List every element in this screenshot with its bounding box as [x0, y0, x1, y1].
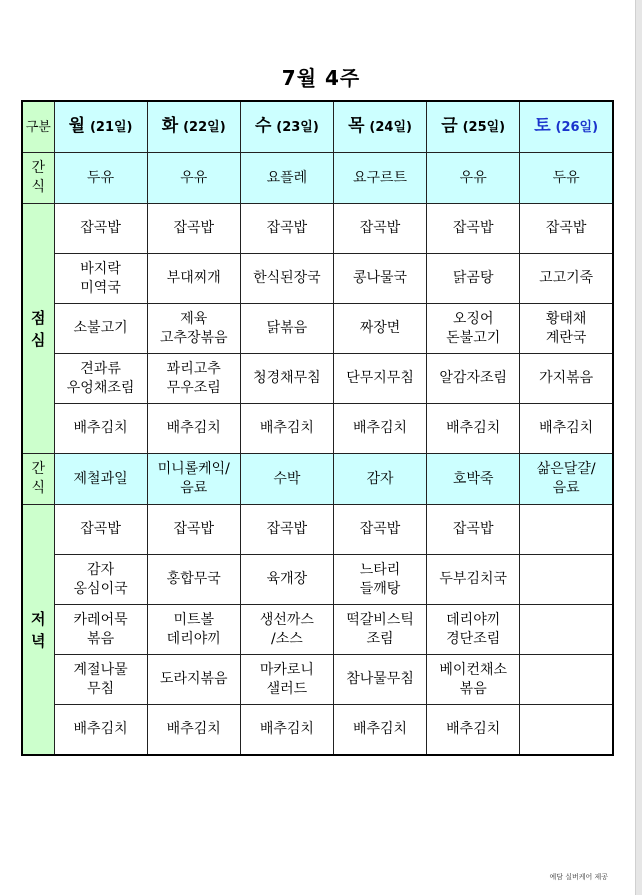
menu-cell: 미니롤케익/ 음료	[147, 454, 240, 505]
morning-snack-label: 간식	[22, 153, 54, 204]
menu-cell: 제철과일	[54, 454, 147, 505]
menu-cell: 잡곡밥	[147, 204, 240, 254]
menu-cell: 잡곡밥	[240, 505, 333, 555]
day-header-sat	[520, 101, 613, 153]
menu-cell	[520, 605, 613, 655]
menu-cell: 소불고기	[54, 304, 147, 354]
menu-cell: 닭곰탕	[427, 254, 520, 304]
menu-cell: 잡곡밥	[54, 505, 147, 555]
menu-cell: 배추김치	[333, 705, 426, 756]
day-header-fri	[427, 101, 520, 153]
menu-cell: 잡곡밥	[333, 505, 426, 555]
menu-cell: 미트볼 데리야끼	[147, 605, 240, 655]
afternoon-snack-row	[22, 454, 613, 505]
menu-cell	[520, 505, 613, 555]
page-edge	[635, 0, 642, 895]
day-date: (23일)	[276, 120, 319, 135]
dinner-row	[22, 605, 613, 655]
menu-cell: 두부김치국	[427, 555, 520, 605]
menu-cell: 배추김치	[54, 705, 147, 756]
menu-cell	[520, 555, 613, 605]
day-name: 화	[161, 116, 179, 136]
menu-cell: 감자 옹심이국	[54, 555, 147, 605]
dinner-row	[22, 505, 613, 555]
category-header: 구분	[22, 101, 54, 153]
day-date: (22일)	[183, 120, 226, 135]
page-title: 7월 4주	[281, 66, 361, 90]
menu-cell: 우유	[427, 153, 520, 204]
menu-cell: 육개장	[240, 555, 333, 605]
menu-cell: 생선까스 /소스	[240, 605, 333, 655]
menu-cell: 배추김치	[427, 705, 520, 756]
menu-cell: 가지볶음	[520, 354, 613, 404]
menu-cell: 배추김치	[240, 705, 333, 756]
menu-cell: 마카로니 샐러드	[240, 655, 333, 705]
day-header-thu	[333, 101, 426, 153]
afternoon-snack-label: 간식	[22, 454, 54, 505]
menu-cell: 삶은달걀/ 음료	[520, 454, 613, 505]
menu-cell: 수박	[240, 454, 333, 505]
day-date: (25일)	[462, 120, 506, 135]
day-header-tue	[147, 101, 240, 153]
menu-cell: 콩나물국	[333, 254, 426, 304]
menu-cell: 두유	[54, 153, 147, 204]
menu-cell: 홍합무국	[147, 555, 240, 605]
footer-credit: 예담 실버케어 제공	[549, 873, 608, 881]
lunch-row	[22, 304, 613, 354]
lunch-row	[22, 254, 613, 304]
menu-cell: 데리야끼 경단조림	[427, 605, 520, 655]
menu-cell: 잡곡밥	[520, 204, 613, 254]
menu-cell: 알감자조림	[427, 354, 520, 404]
day-name: 월	[68, 116, 86, 136]
lunch-row	[22, 204, 613, 254]
menu-cell: 바지락 미역국	[54, 254, 147, 304]
menu-cell: 떡갈비스틱 조림	[333, 605, 426, 655]
day-header-wed	[240, 101, 333, 153]
menu-cell: 배추김치	[147, 705, 240, 756]
lunch-row	[22, 404, 613, 454]
dinner-row	[22, 655, 613, 705]
menu-cell: 배추김치	[54, 404, 147, 454]
dinner-label: 저 녁	[22, 505, 54, 756]
menu-cell: 견과류 우엉채조림	[54, 354, 147, 404]
meal-plan-table	[21, 100, 614, 756]
menu-cell: 잡곡밥	[333, 204, 426, 254]
day-date: (24일)	[369, 120, 412, 135]
menu-cell	[520, 655, 613, 705]
menu-cell: 우유	[147, 153, 240, 204]
menu-cell: 제육 고추장볶음	[147, 304, 240, 354]
menu-cell: 단무지무침	[333, 354, 426, 404]
menu-cell: 닭볶음	[240, 304, 333, 354]
menu-cell: 짜장면	[333, 304, 426, 354]
menu-cell: 부대찌개	[147, 254, 240, 304]
menu-cell: 잡곡밥	[427, 204, 520, 254]
dinner-row	[22, 705, 613, 756]
menu-cell: 배추김치	[147, 404, 240, 454]
dinner-row	[22, 555, 613, 605]
menu-cell: 베이컨채소 볶음	[427, 655, 520, 705]
menu-cell: 한식된장국	[240, 254, 333, 304]
day-name: 수	[254, 116, 272, 136]
menu-cell: 배추김치	[427, 404, 520, 454]
menu-cell: 배추김치	[240, 404, 333, 454]
header-row	[22, 101, 613, 153]
menu-cell	[520, 705, 613, 756]
menu-cell: 요플레	[240, 153, 333, 204]
day-date: (26일)	[555, 120, 599, 135]
menu-cell: 청경채무침	[240, 354, 333, 404]
menu-cell: 카레어묵 볶음	[54, 605, 147, 655]
morning-snack-row	[22, 153, 613, 204]
menu-cell: 잡곡밥	[147, 505, 240, 555]
menu-cell: 꽈리고추 무우조림	[147, 354, 240, 404]
day-header-mon	[54, 101, 147, 153]
menu-cell: 배추김치	[520, 404, 613, 454]
menu-cell: 고고기죽	[520, 254, 613, 304]
menu-cell: 도라지볶음	[147, 655, 240, 705]
day-name: 금	[441, 116, 458, 136]
menu-cell: 요구르트	[333, 153, 426, 204]
menu-cell: 호박죽	[427, 454, 520, 505]
menu-cell: 감자	[333, 454, 426, 505]
day-name: 목	[348, 116, 365, 136]
menu-cell: 황태채 계란국	[520, 304, 613, 354]
menu-cell: 참나물무침	[333, 655, 426, 705]
day-date: (21일)	[89, 120, 133, 135]
menu-cell: 계절나물 무침	[54, 655, 147, 705]
menu-cell: 오징어 돈불고기	[427, 304, 520, 354]
menu-cell: 두유	[520, 153, 613, 204]
menu-cell: 잡곡밥	[240, 204, 333, 254]
lunch-row	[22, 354, 613, 404]
menu-cell: 느타리 들깨탕	[333, 555, 426, 605]
menu-cell: 잡곡밥	[54, 204, 147, 254]
menu-cell: 잡곡밥	[427, 505, 520, 555]
menu-cell: 배추김치	[333, 404, 426, 454]
lunch-label: 점 심	[22, 204, 54, 454]
day-name: 토	[534, 116, 551, 136]
